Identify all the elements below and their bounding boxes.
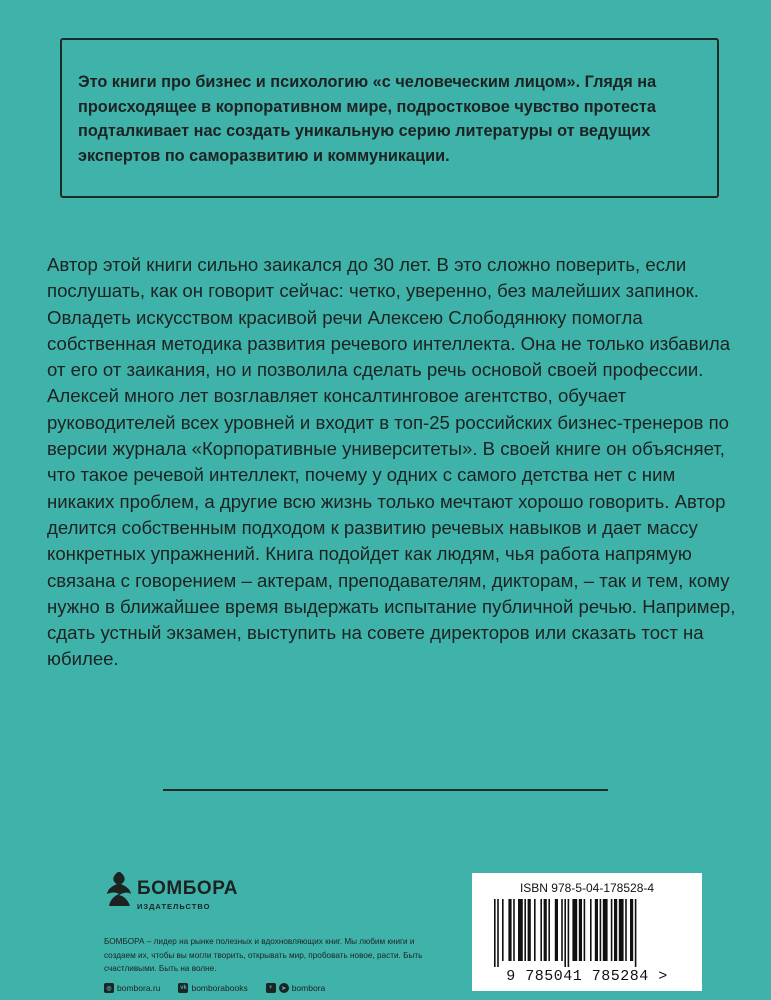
social-link-vk[interactable] [178,983,247,993]
barcode-bar [544,899,547,961]
barcode-panel [472,873,702,991]
social-link-telegram[interactable] [266,983,326,993]
barcode-bar [528,899,531,961]
barcode-bar [534,899,536,961]
barcode-bar [540,899,542,961]
barcode-digits: 9 785041 785284 > [506,968,668,985]
separator-line [163,789,608,791]
social-links [104,981,434,995]
tagline-text: Это книги про бизнес и психологию «с человеческим лицом». Глядя на происходящее в корпоративном мире, подростковое чувство протеста подталкивает нас создать уникальную серию литературы от ведущих экспертов по саморазвитию и коммуникации. [78,73,657,165]
publisher-logo [104,870,264,920]
bombora-wave-icon [104,870,134,910]
barcode-bar [555,899,558,961]
barcode-bar [625,899,627,961]
barcode-bar [584,899,586,961]
barcode-bar [600,899,602,961]
social-label: bombora [291,983,326,993]
barcode-bar [494,899,496,967]
barcode-bar [572,899,577,961]
barcode-bar [497,899,499,967]
barcode-bar [614,899,617,961]
plus-icon: + [266,983,276,993]
social-label: bombora.ru [117,983,161,993]
barcode-bar [518,899,523,961]
barcode-bar [561,899,563,961]
social-label: bomborabooks [191,983,248,993]
barcode-bar [619,899,624,961]
barcode-bar [630,899,633,961]
barcode-bar [611,899,613,961]
barcode-bar [590,899,592,961]
vk-icon: vk [180,985,187,991]
barcode-bar [603,899,608,961]
publisher-description: БОМБОРА – лидер на рынке полезных и вдохновляющих книг. Мы любим книги и создаем их, чтобы вы могли творить, открывать мир, пробовать новое, расти. Быть счастливыми. Быть на волне. [104,937,423,973]
publisher-name: БОМБОРА [137,878,238,899]
barcode [494,899,680,967]
barcode-bar [548,899,550,961]
telegram-icon: ➤ [279,983,289,993]
barcode-bar [502,899,504,961]
barcode-bar [513,899,515,961]
barcode-bar [568,899,570,967]
barcode-bar [508,899,511,961]
book-description: Автор этой книги сильно заикался до 30 лет. В это сложно поверить, если послушать, как он говорит сейчас: четко, уверенно, без малейших запинок. Овладеть искусством красивой речи Алексею Слободянюку помогла собственная методика развития речевого интеллекта. Она не только избавила от его от заикания, но и позволила сделать речь основой своей профессии. Алексей много лет возглавляет консалтинговое агентство, обучает руководителей всех уровней и входит в топ-25 российских бизнес-тренеров по версии журнала «Корпоративные университеты». В своей книге он объясняет, что такое речевой интеллект, почему у одних с самого детства нет с ним никаких проблем, а другие всю жизнь только мечтают хорошо говорить. Автор делится собственным подходом к развитию речевых навыков и дает массу конкретных упражнений. Книга подойдет как людям, чья работа напрямую связана с говорением – актерам, преподавателям, дикторам, – так и тем, кому нужно в ближайшее время выдержать испытание публичной речью. Например, сдать устный экзамен, выступить на совете директоров или сказать тост на юбилее. [47,254,736,670]
barcode-bar [579,899,582,961]
social-link-site[interactable] [104,983,160,993]
instagram-icon: ◎ [104,983,114,993]
barcode-bar [635,899,637,967]
publisher-subtitle: ИЗДАТЕЛЬСТВО [137,902,211,911]
barcode-bar [524,899,526,961]
barcode-bar [595,899,598,961]
barcode-bar [564,899,566,967]
isbn-label: ISBN 978-5-04-178528-4 [519,881,655,895]
